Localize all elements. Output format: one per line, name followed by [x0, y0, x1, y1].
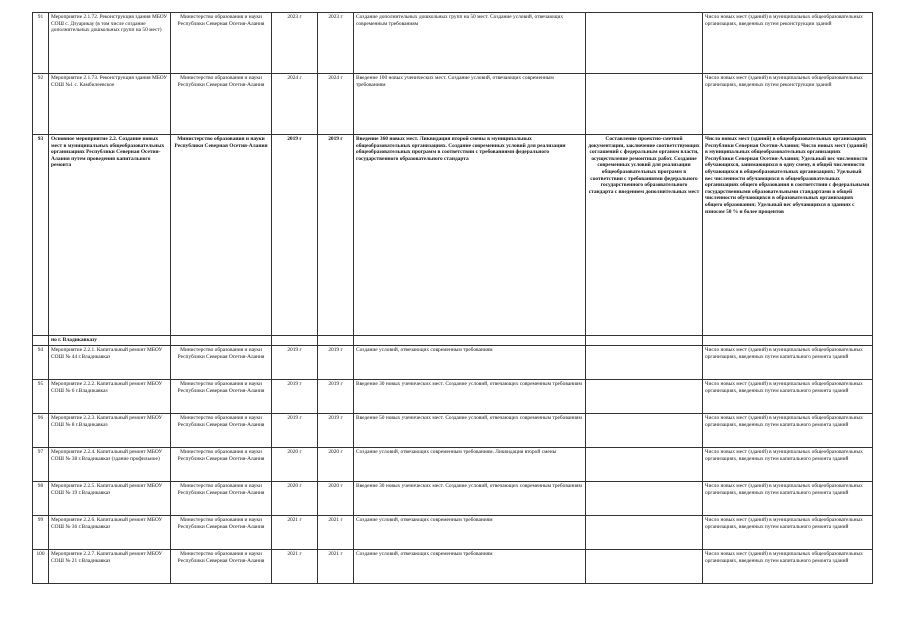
event-name: Мероприятие 2.2.4. Капитальный ремонт МБОУ СОШ № 38 г.Владикавказ (здание профильное) — [49, 448, 171, 482]
row-number: 100 — [33, 550, 49, 584]
indicator: Число новых мест (зданий) в муниципальных общеобразовательных организациях, введенных путем капитального ремонта зданий — [703, 482, 873, 516]
main-directions — [586, 336, 703, 346]
row-number: 97 — [33, 448, 49, 482]
main-directions — [586, 346, 703, 380]
executor: Министерство образования и науки Республики Северная Осетия-Алания — [171, 550, 272, 584]
table-row-main-event — [33, 135, 873, 336]
expected-result: Введение 100 новых ученических мест. Создание условий, отвечающих современным требованиям — [354, 74, 586, 135]
start-year — [272, 336, 318, 346]
row-number: 94 — [33, 346, 49, 380]
end-year: 2019 г — [318, 346, 354, 380]
event-name: Мероприятие 2.2.1. Капитальный ремонт МБОУ СОШ № 44 г.Владикавказ — [49, 346, 171, 380]
indicator: Число новых мест (зданий) в муниципальных общеобразовательных организациях, введенных путем капитального ремонта зданий — [703, 346, 873, 380]
executor: Министерство образования и науки Республики Северная Осетия-Алания — [171, 346, 272, 380]
document-page — [32, 12, 872, 584]
expected-result: Создание условий, отвечающих современным требованиям — [354, 550, 586, 584]
table-row — [33, 414, 873, 448]
table-row — [33, 380, 873, 414]
expected-result — [354, 336, 586, 346]
row-number: 95 — [33, 380, 49, 414]
executor: Министерство образования и науки Республики Северная Осетия-Алания — [171, 380, 272, 414]
table-row-subheader — [33, 336, 873, 346]
indicator: Число новых мест (зданий) в муниципальных общеобразовательных организациях, введенных путем капитального ремонта зданий — [703, 516, 873, 550]
start-year: 2020 г — [272, 448, 318, 482]
expected-result: Создание условий, отвечающих современным требованиям — [354, 516, 586, 550]
main-directions — [586, 13, 703, 74]
executor: Министерство образования и науки Республики Северная Осетия-Алания — [171, 448, 272, 482]
executor: Министерство образования и науки Республики Северная Осетия-Алания — [171, 135, 272, 336]
start-year: 2023 г — [272, 13, 318, 74]
row-number: 93 — [33, 135, 49, 336]
event-name: но г. Владикавказу — [49, 336, 171, 346]
table-row — [33, 346, 873, 380]
event-name: Мероприятие 2.1.73. Реконструкция здания МБОУ СОШ №1 с. Камбилеевское — [49, 74, 171, 135]
main-directions — [586, 380, 703, 414]
main-directions — [586, 414, 703, 448]
row-number: 91 — [33, 13, 49, 74]
event-name: Мероприятие 2.2.6. Капитальный ремонт МБОУ СОШ № 36 г.Владикавказ — [49, 516, 171, 550]
main-directions — [586, 550, 703, 584]
start-year: 2021 г — [272, 550, 318, 584]
expected-result: Введение 360 новых мест. Ликвидация второй смены в муниципальных общеобразовательных организациях. Создание современных условий для реализации общеобразовательных программ в соответствии с требованиями федерального государственного образовательного стандарта — [354, 135, 586, 336]
expected-result: Создание условий, отвечающих современным требованиям — [354, 346, 586, 380]
start-year: 2019 г — [272, 135, 318, 336]
end-year: 2019 г — [318, 135, 354, 336]
event-name: Мероприятие 2.1.72. Реконструкция здания МБОУ СОШ с. Дзуарикау (в том числе создание дополнительных дошкольных групп на 50 мест) — [49, 13, 171, 74]
expected-result: Введение 30 новых ученических мест. Создание условий, отвечающих современным требованиям — [354, 482, 586, 516]
table-row — [33, 13, 873, 74]
main-directions — [586, 482, 703, 516]
end-year: 2020 г — [318, 448, 354, 482]
start-year: 2021 г — [272, 516, 318, 550]
main-directions — [586, 74, 703, 135]
end-year: 2019 г — [318, 380, 354, 414]
event-name: Основное мероприятие 2.2. Создание новых мест в муниципальных общеобразовательных организациях Республики Северная Осетия-Алания путем проведения капитального ремонта — [49, 135, 171, 336]
row-number: 99 — [33, 516, 49, 550]
start-year: 2019 г — [272, 346, 318, 380]
event-name: Мероприятие 2.2.5. Капитальный ремонт МБОУ СОШ № 19 г.Владикавказ — [49, 482, 171, 516]
row-number: 98 — [33, 482, 49, 516]
indicator: Число новых мест (зданий) в общеобразовательных организациях Республики Северная Осетия-Алания; Число новых мест (зданий) в муниципальных общеобразовательных организациях Республики Северная Осетия-Алания; Удельный вес численности обучающихся, занимающихся в одну смену, в общей численности обучающихся в общеобразовательных организациях; Удельный вес численности обучающихся в общеобразовательных организациях общего образования в соответствии с федеральными государственными образовательными стандартами в общей численности обучающихся в образовательных организациях общего образования; Удельный вес обучающихся в зданиях с износом 50 % и более процентов — [703, 135, 873, 336]
main-directions: Составление проектно-сметной документации, заключение соответствующих соглашений с федеральным органом власти, осуществление ремонтных работ. Создание современных условий для реализации общеобразовательных программ в соответствии с требованиями федерального государственного образовательного стандарта с введением дополнительных мест — [586, 135, 703, 336]
table-row — [33, 74, 873, 135]
indicator: Число новых мест (зданий) в муниципальных общеобразовательных организациях, введенных путем реконструкции зданий — [703, 13, 873, 74]
expected-result: Введение 50 новых ученических мест. Создание условий, отвечающих современным требованиям — [354, 414, 586, 448]
end-year: 2020 г — [318, 482, 354, 516]
indicator: Число новых мест (зданий) в муниципальных общеобразовательных организациях, введенных путем капитального ремонта зданий — [703, 448, 873, 482]
executor — [171, 336, 272, 346]
expected-result: Создание дополнительных дошкольных групп на 50 мест. Создание условий, отвечающих современным требованиям — [354, 13, 586, 74]
end-year: 2021 г — [318, 516, 354, 550]
executor: Министерство образования и науки Республики Северная Осетия-Алания — [171, 13, 272, 74]
indicator: Число новых мест (зданий) в муниципальных общеобразовательных организациях, введенных путем капитального ремонта зданий — [703, 414, 873, 448]
main-directions — [586, 448, 703, 482]
event-name: Мероприятие 2.2.2. Капитальный ремонт МБОУ СОШ № 6 г.Владикавказ — [49, 380, 171, 414]
start-year: 2019 г — [272, 414, 318, 448]
table-row — [33, 448, 873, 482]
end-year: 2019 г — [318, 414, 354, 448]
expected-result: Введение 30 новых ученических мест. Создание условий, отвечающих современным требованиям — [354, 380, 586, 414]
indicator: Число новых мест (зданий) в муниципальных общеобразовательных организациях, введенных путем капитального ремонта зданий — [703, 380, 873, 414]
expected-result: Создание условий, отвечающих современным требованиям. Ликвидация второй смены — [354, 448, 586, 482]
indicator: Число новых мест (зданий) в муниципальных общеобразовательных организациях, введенных путем реконструкции зданий — [703, 74, 873, 135]
row-number — [33, 336, 49, 346]
start-year: 2024 г — [272, 74, 318, 135]
indicator: Число новых мест (зданий) в муниципальных общеобразовательных организациях, введенных путем капитального ремонта зданий — [703, 550, 873, 584]
start-year: 2019 г — [272, 380, 318, 414]
row-number: 92 — [33, 74, 49, 135]
end-year: 2021 г — [318, 550, 354, 584]
executor: Министерство образования и науки Республики Северная Осетия-Алания — [171, 414, 272, 448]
table-row — [33, 550, 873, 584]
event-name: Мероприятие 2.2.7. Капитальный ремонт МБОУ СОШ № 21 г.Владикавказ — [49, 550, 171, 584]
indicator — [703, 336, 873, 346]
table-row — [33, 482, 873, 516]
row-number: 96 — [33, 414, 49, 448]
end-year — [318, 336, 354, 346]
executor: Министерство образования и науки Республики Северная Осетия-Алания — [171, 482, 272, 516]
table-row — [33, 516, 873, 550]
start-year: 2020 г — [272, 482, 318, 516]
executor: Министерство образования и науки Республики Северная Осетия-Алания — [171, 74, 272, 135]
main-directions — [586, 516, 703, 550]
end-year: 2024 г — [318, 74, 354, 135]
end-year: 2023 г — [318, 13, 354, 74]
executor: Министерство образования и науки Республики Северная Осетия-Алания — [171, 516, 272, 550]
program-events-table — [32, 12, 873, 584]
event-name: Мероприятие 2.2.3. Капитальный ремонт МБОУ СОШ № 8 г.Владикавказ — [49, 414, 171, 448]
